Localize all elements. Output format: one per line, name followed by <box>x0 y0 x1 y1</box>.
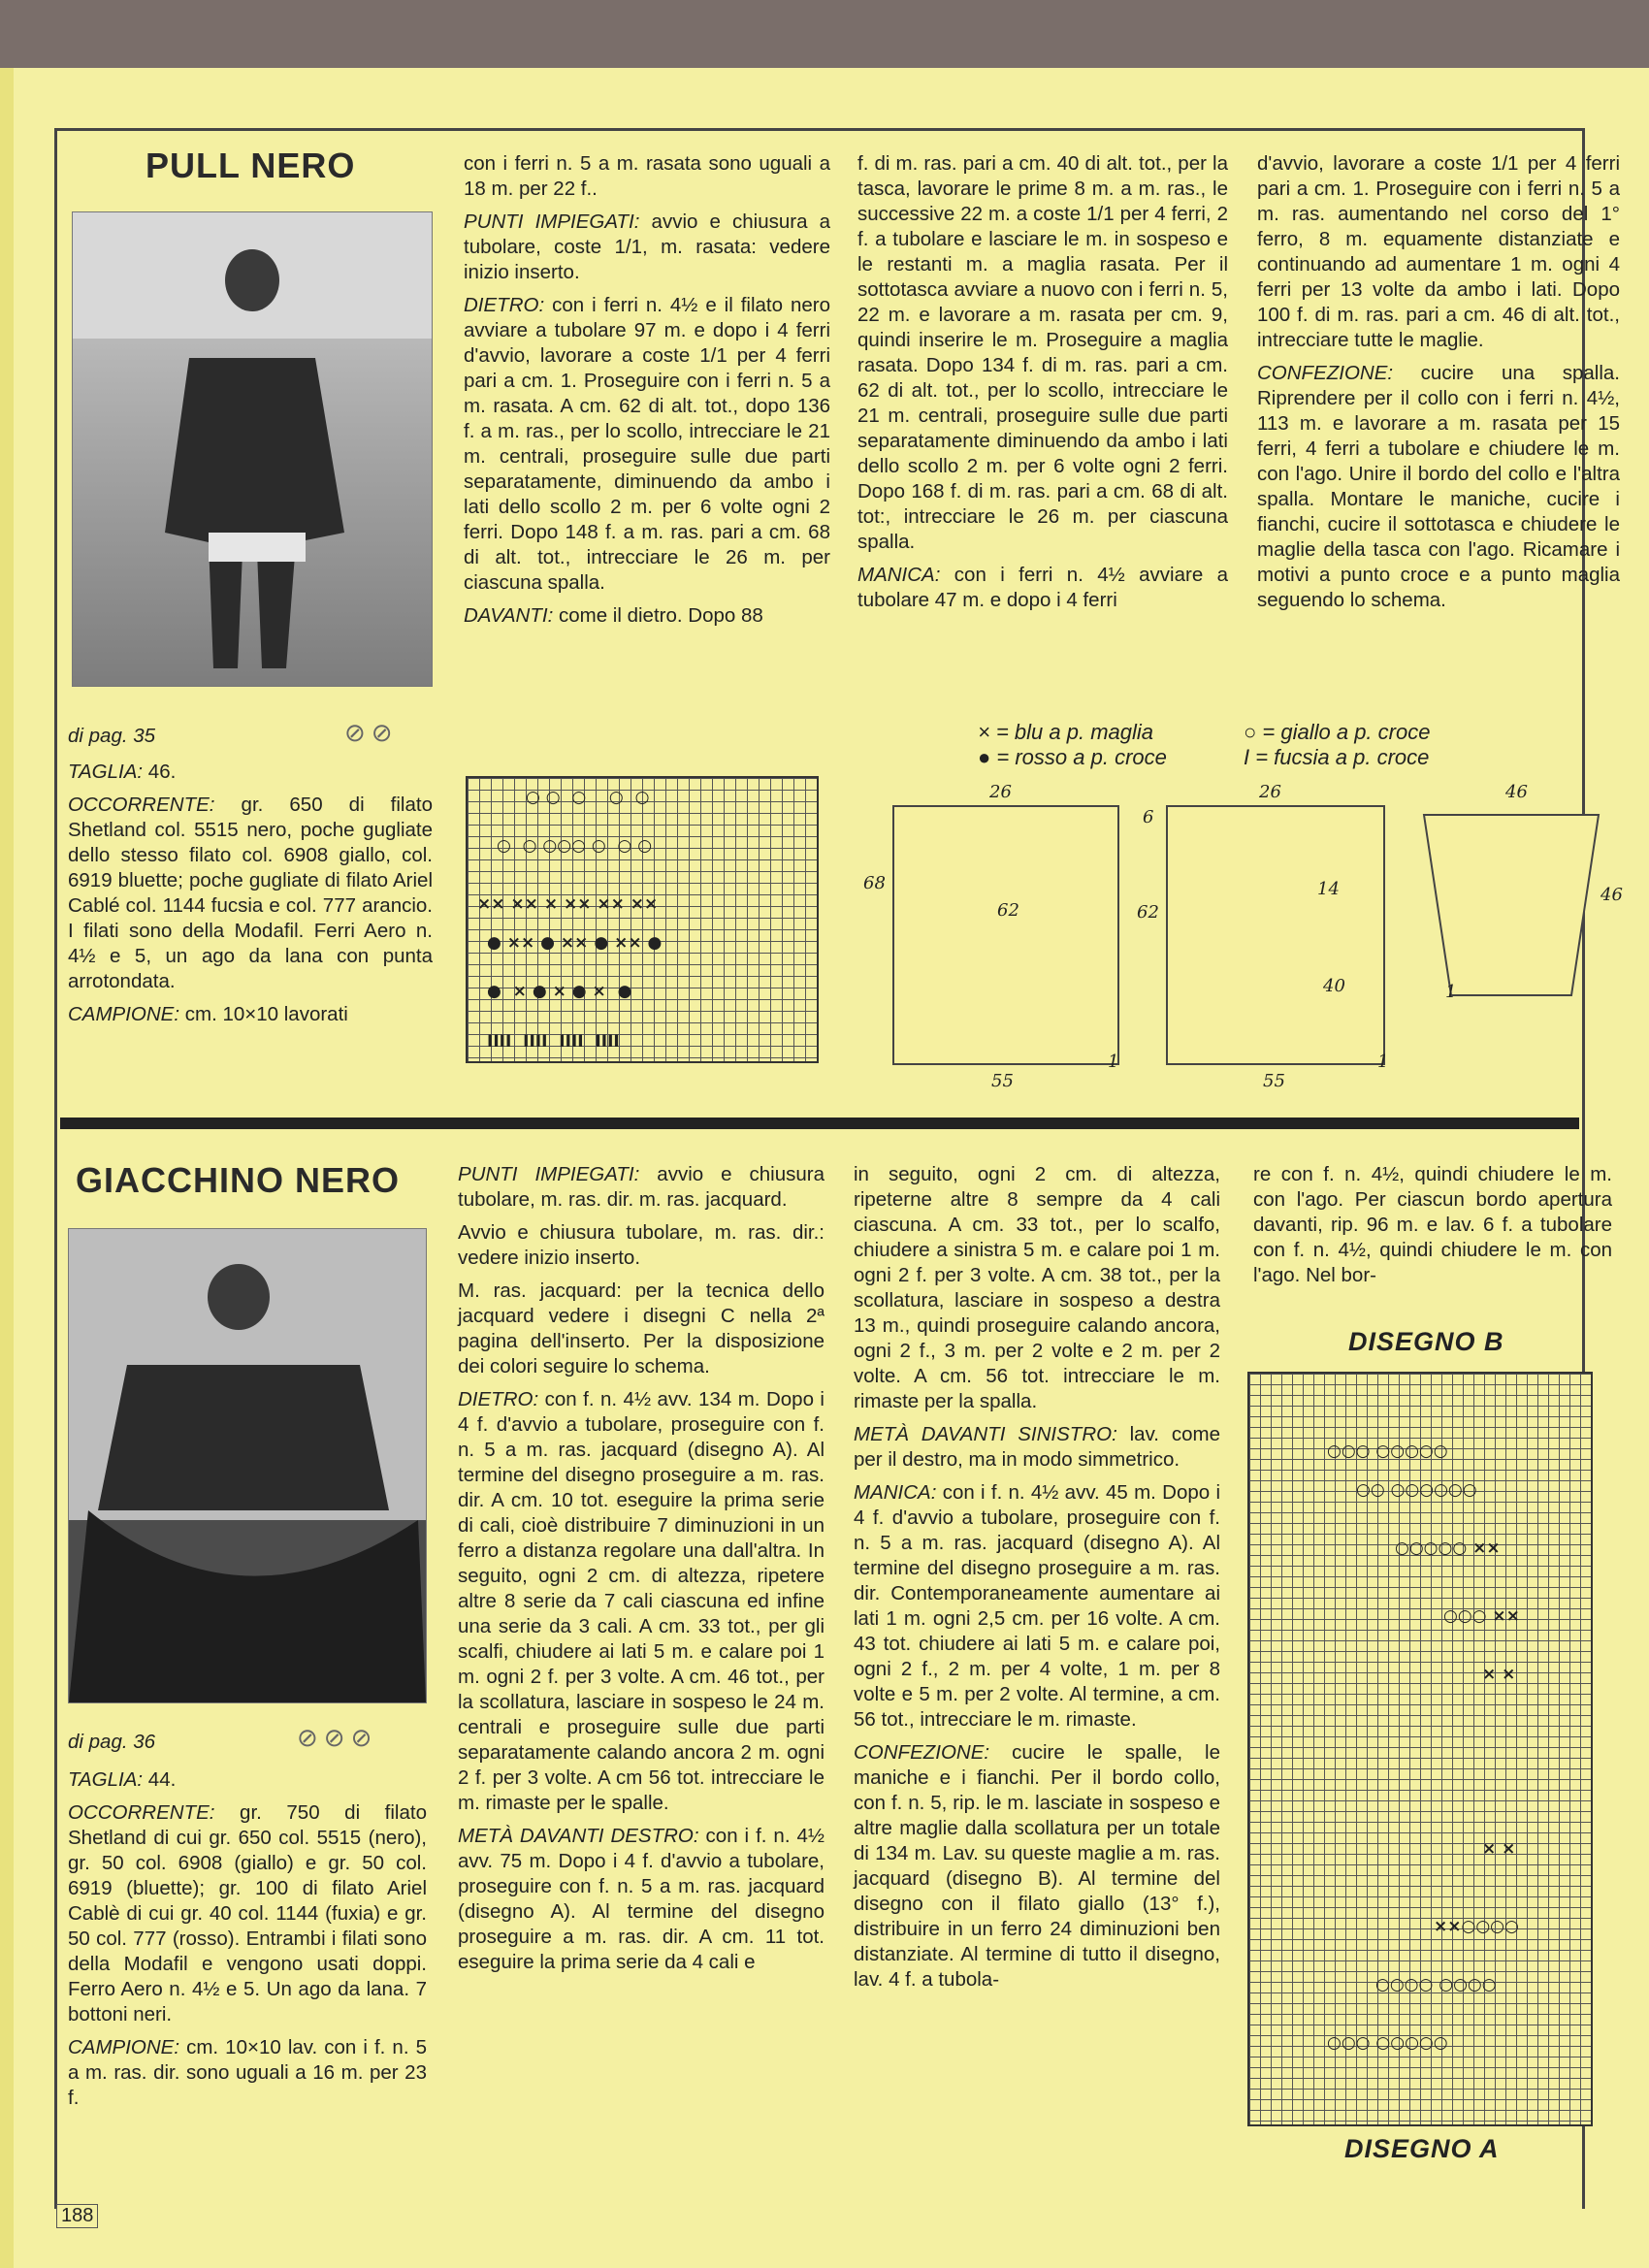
section2-c3-p1: METÀ DAVANTI SINISTRO: lav. come per il destro, ma in modo simmetrico. <box>854 1423 1220 1471</box>
section2-c4-p0: re con f. n. 4½, quindi chiudere le m. con l'ago. Per ciascun bordo apertura davanti, rip. 96 m. e lav. 6 f. a tubolare con f. n. 4½, quindi chiudere le m. con l'ago. Nel bor- <box>1253 1163 1612 1286</box>
section1-column-3 <box>857 151 1228 621</box>
chart-symbol: ● ×× ● ×× ● ×× ● <box>487 933 663 953</box>
chart-symbol: ○○○○ ○○○○ <box>1375 1975 1497 1994</box>
front-edge-measure: 1 <box>1377 1052 1389 1072</box>
front-pocket-measure: 14 <box>1317 879 1340 899</box>
chart-symbol: ○○○○○ ×× <box>1395 1539 1501 1558</box>
front-top-measure: 6 <box>1143 807 1154 827</box>
section1-materials: OCCORRENTE: gr. 650 di filato Shetland col. 5515 nero, poche gugliate dello stesso filato col. 6908 giallo, col. 6919 bluette; poche gugliate di filato Ariel Cablé col. 1144 fucsia e col. 777 arancio. I filati sono della Modafil. Ferri Aero n. 4½ e 5, un ago da lana con punta arrotondata. <box>68 794 433 992</box>
section2-c2-p4: METÀ DAVANTI DESTRO: con i f. n. 4½ avv. 75 m. Dopo i 4 f. d'avvio a tubolare, proseguire con f. n. 5 a m. ras. jacquard (disegno A). Al termine del disegno proseguire a m. ras. dir. A cm. 11 tot. eseguire la prima serie da 4 cali e <box>458 1825 824 1973</box>
section2-title: GIACCHINO NERO <box>76 1160 401 1200</box>
chart-symbol: ○○○ ×× <box>1443 1606 1520 1626</box>
section2-column-3 <box>854 1162 1220 2000</box>
section2-c3-p2: MANICA: con i f. n. 4½ avv. 45 m. Dopo i 4 f. d'avvio a tubolare, proseguire con f. n. 5 a m. ras. jacquard (disegno A). Al termine del disegno proseguire a m. ras. dir. Contemporaneamente aumentare ai lati 1 m. ogni 2,5 cm. per 16 volte. A cm. 43 tot. chiudere ai lati 5 m. e calare poi, ogni 2 f., 2 m. per 4 volte, 1 m. per 8 volte e 5 m. per 2 volte. Al termine, a cm. 56 tot., intrecciare le m. rimaste. <box>854 1481 1220 1731</box>
section1-photo <box>72 211 433 687</box>
section1-size: TAGLIA: 46. <box>68 761 177 783</box>
section1-c2-p2: DIETRO: con i ferri n. 4½ e il filato nero avviare a tubolare 97 m. e dopo i 4 ferri d'avvio, lavorare a coste 1/1 per 4 ferri pari a cm. 1. Proseguire con i ferri n. 5 a m. rasata. A cm. 62 di alt. tot., dopo 136 f. a m. ras., per lo scollo, intrecciare le 21 m. centrali, proseguire sulle due parti separatamente, diminuendo da ambo i lati dello scollo 2 m. per 6 volte ogni 2 ferri. Dopo 148 f. a m. ras. pari a cm. 68 di alt. tot., intrecciare le 26 m. per ciascuna spalla. <box>464 294 830 594</box>
sleeve-top-measure: 46 <box>1505 782 1528 802</box>
front-width-measure: 55 <box>1263 1071 1285 1091</box>
section1-title: PULL NERO <box>146 146 356 185</box>
section2-left-column <box>68 1767 427 2119</box>
legend-red: ● = rosso a p. croce <box>978 745 1167 769</box>
section1-c3-p1: MANICA: con i ferri n. 4½ avviare a tubolare 47 m. e dopo i 4 ferri <box>857 564 1228 611</box>
section2-photo <box>68 1228 427 1703</box>
back-mid-measure: 62 <box>997 900 1019 921</box>
chart-symbol: ○○ ○○○○○○ <box>1356 1480 1477 1500</box>
section2-c2-p1: Avvio e chiusura tubolare, m. ras. dir.: vedere inizio inserto. <box>458 1221 824 1269</box>
section1-c4-p0: d'avvio, lavorare a coste 1/1 per 4 ferri pari a cm. 1. Proseguire con i ferri n. 5 a m. ras. aumentando nel corso del 1° ferro, 8 m. equamente distanziate e continuando ad aumentare 1 m. ogni 4 ferri per 13 volte da ambo i lati. Dopo 100 f. di m. ras. pari a cm. 46 di alt. tot., intrecciare tutte le maglie. <box>1257 152 1620 351</box>
chart-symbol: × × <box>1482 1839 1516 1859</box>
legend-fuchsia: I = fucsia a p. croce <box>1244 745 1430 769</box>
back-neck-measure: 26 <box>989 782 1012 802</box>
section1-c2-p1: PUNTI IMPIEGATI: avvio e chiusura a tubolare, coste 1/1, m. rasata: vedere inizio inserto. <box>464 211 830 283</box>
front-height-measure: 62 <box>1137 902 1159 923</box>
back-schematic <box>892 805 1119 1065</box>
section2-column-4 <box>1253 1162 1612 1296</box>
chart-symbol: ○ ○ ○○○ ○ ○ ○ <box>497 836 653 856</box>
chart-symbol: ××○○○○ <box>1434 1917 1519 1936</box>
sleeve-schematic <box>1416 805 1610 999</box>
section-divider <box>60 1118 1579 1129</box>
sleeve-edge-measure: 1 <box>1445 982 1457 1002</box>
chart-symbol: IIII IIII IIII IIII <box>487 1032 620 1052</box>
front-neck-measure: 26 <box>1259 782 1281 802</box>
section1-needle-icons: ⊘⊘ <box>344 718 399 747</box>
drawing-a-title: DISEGNO A <box>1344 2134 1500 2163</box>
chart-symbol: ○○○ ○○○○○ <box>1327 2033 1448 2053</box>
section2-c3-p0: in seguito, ogni 2 cm. di altezza, ripeterne altre 8 sempre da 4 cali ciascuna. A cm. 33 tot., per lo scalfo, chiudere a sinistra 5 m. e calare poi 1 m. ogni 2 f. per 3 volte. A cm. 38 tot., per la scollatura, lasciare in sospeso a destra 13 m., quindi proseguire calando ancora, ogni 2 f., 3 m. per 2 volte e 2 m. per 2 volte. A cm. 56 tot. intrecciare le m. rimaste per la spalla. <box>854 1163 1220 1412</box>
legend-yellow: ○ = giallo a p. croce <box>1244 720 1431 744</box>
section1-c2-p0: con i ferri n. 5 a m. rasata sono uguali a 18 m. per 22 f.. <box>464 152 830 200</box>
section1-c3-p0: f. di m. ras. pari a cm. 40 di alt. tot., per la tasca, lavorare le prime 8 m. a m. ras., le successive 22 m. a coste 1/1 per 4 ferri, 2 f. a tubolare e lasciare le m. in sospeso e le restanti m. a maglia rasata. Per il sottotasca avviare a nuovo con i ferri n. 5, 22 m. e lavorare a m. rasata per cm. 9, quindi inserire le m. Proseguire a maglia rasata. Dopo 134 f. di m. ras. pari a cm. 62 di alt. tot., per lo scollo, intrecciare le 21 m. centrali, proseguire sulle due parti separatamente diminuendo da ambo i lati dello scollo 2 m. per 6 volte ogni 2 ferri. Dopo 168 f. di m. ras. pari a cm. 68 di alt. tot:, intrecciare le 26 m. per ciascuna spalla. <box>857 152 1228 553</box>
section1-page-ref <box>68 724 310 749</box>
section2-gauge: CAMPIONE: cm. 10×10 lav. con i f. n. 5 a m. ras. dir. sono uguali a 16 m. per 23 f. <box>68 2036 427 2109</box>
section2-c2-p2: M. ras. jacquard: per la tecnica dello jacquard vedere i disegni C nella 2ª pagina dell'inserto. Per la disposizione dei colori seguire lo schema. <box>458 1280 824 1377</box>
section1-photo-figure <box>73 212 432 686</box>
back-height-measure: 68 <box>863 873 886 893</box>
section1-left-column <box>68 760 433 1035</box>
page-number: 188 <box>56 2204 98 2228</box>
section1-column-2 <box>464 151 830 636</box>
section2-photo-figure <box>69 1229 426 1702</box>
section1-gauge: CAMPIONE: cm. 10×10 lavorati <box>68 1003 348 1025</box>
section2-c2-p0: PUNTI IMPIEGATI: avvio e chiusura tubolare, m. ras. dir. m. ras. jacquard. <box>458 1163 824 1211</box>
section2-materials: OCCORRENTE: gr. 750 di filato Shetland di cui gr. 650 col. 5515 (nero), gr. 50 col. 6908 (giallo) e gr. 50 col. 6919 (bluette); gr. 100 di filato Ariel Cablè di cui gr. 40 col. 1144 (fuxia) e gr. 50 col. 777 (rosso). Entrambi i filati sono della Modafil e vengono usati doppi. Ferro Aero n. 4½ e 5. Un ago da lana. 7 bottoni neri. <box>68 1801 427 2025</box>
section2-needle-icons: ⊘⊘⊘ <box>297 1723 378 1752</box>
section2-column-2 <box>458 1162 824 1983</box>
section2-c2-p3: DIETRO: con f. n. 4½ avv. 134 m. Dopo i 4 f. d'avvio a tubolare, proseguire con f. n. 5 a m. ras. jacquard (disegno A). Al termine del disegno proseguire a m. ras. dir. A cm. 10 tot. eseguire la prima serie di cali, cioè distribuire 7 diminuzioni in un ferro a distanza regolare una dall'altra. In seguito, ogni 2 cm. di altezza, ripetere altre 8 serie da 7 cali ciascuna ed infine una serie da 3 cali. A cm. 33 tot., per gli scalfi, chiudere ai lati 5 m. e calare poi 1 m. ogni 2 f. per 3 volte. A cm. 46 tot., per la scollatura, lasciare in sospeso le 24 m. centrali e proseguire sulle due parti separatamente calando ancora 2 m. ogni 2 f. per 3 volte. A cm 56 tot. intrecciare le m. rimaste per le spalle. <box>458 1388 824 1814</box>
section1-page-ref-text: di pag. 35 <box>68 725 156 747</box>
section2-page-ref <box>68 1730 310 1755</box>
chart-symbol: ×× ×× × ×× ×× ×× <box>477 894 659 914</box>
front-schematic <box>1166 805 1385 1065</box>
legend-blue: × = blu a p. maglia <box>978 720 1154 744</box>
chart-symbol: ○○○ ○○○○○ <box>1327 1442 1448 1461</box>
sleeve-height-measure: 46 <box>1600 885 1623 905</box>
scan-left-edge <box>0 68 14 2268</box>
front-pocket-height-measure: 40 <box>1323 976 1345 996</box>
chart-symbol: × × <box>1482 1665 1516 1684</box>
section1-column-4 <box>1257 151 1620 621</box>
back-width-measure: 55 <box>991 1071 1014 1091</box>
drawing-chart <box>1247 1372 1593 2126</box>
back-edge-measure: 1 <box>1108 1052 1119 1072</box>
scan-top-band <box>0 0 1649 68</box>
section2-page-ref-text: di pag. 36 <box>68 1731 156 1753</box>
section2-c3-p3: CONFEZIONE: cucire le spalle, le maniche e i fianchi. Per il bordo collo, con f. n. 5, rip. le m. lasciate in sospeso e altre maglie dalla scollatura per un totale di 134 m. Lav. su queste maglie a m. ras. jacquard (disegno B). Al termine del disegno con il filato giallo (13° f.), distribuire in un ferro 24 diminuzioni ben distanziate. Al termine di tutto il disegno, lav. 4 f. a tubola- <box>854 1741 1220 1991</box>
section2-size: TAGLIA: 44. <box>68 1768 177 1791</box>
drawing-b-title: DISEGNO B <box>1348 1327 1504 1356</box>
section1-c2-p3: DAVANTI: come il dietro. Dopo 88 <box>464 604 763 627</box>
chart-symbol: ● × ● × ● × ● <box>487 982 632 1001</box>
section1-motif-chart <box>466 776 819 1063</box>
section1-c4-p1: CONFEZIONE: cucire una spalla. Riprendere per il collo con i ferri n. 4½, 113 m. e lavorare a m. rasata per 15 ferri, 4 ferri a tubolare e chiudere le m. con l'ago. Unire il bordo del collo e l'altra spalla. Montare le maniche, cucire i fianchi, cucire il sottotasca e chiudere le maglie della tasca con l'ago. Ricamare i motivi a punto croce e a punto maglia seguendo lo schema. <box>1257 362 1620 611</box>
chart-symbol: ○ ○ ○ ○ ○ <box>526 788 650 807</box>
